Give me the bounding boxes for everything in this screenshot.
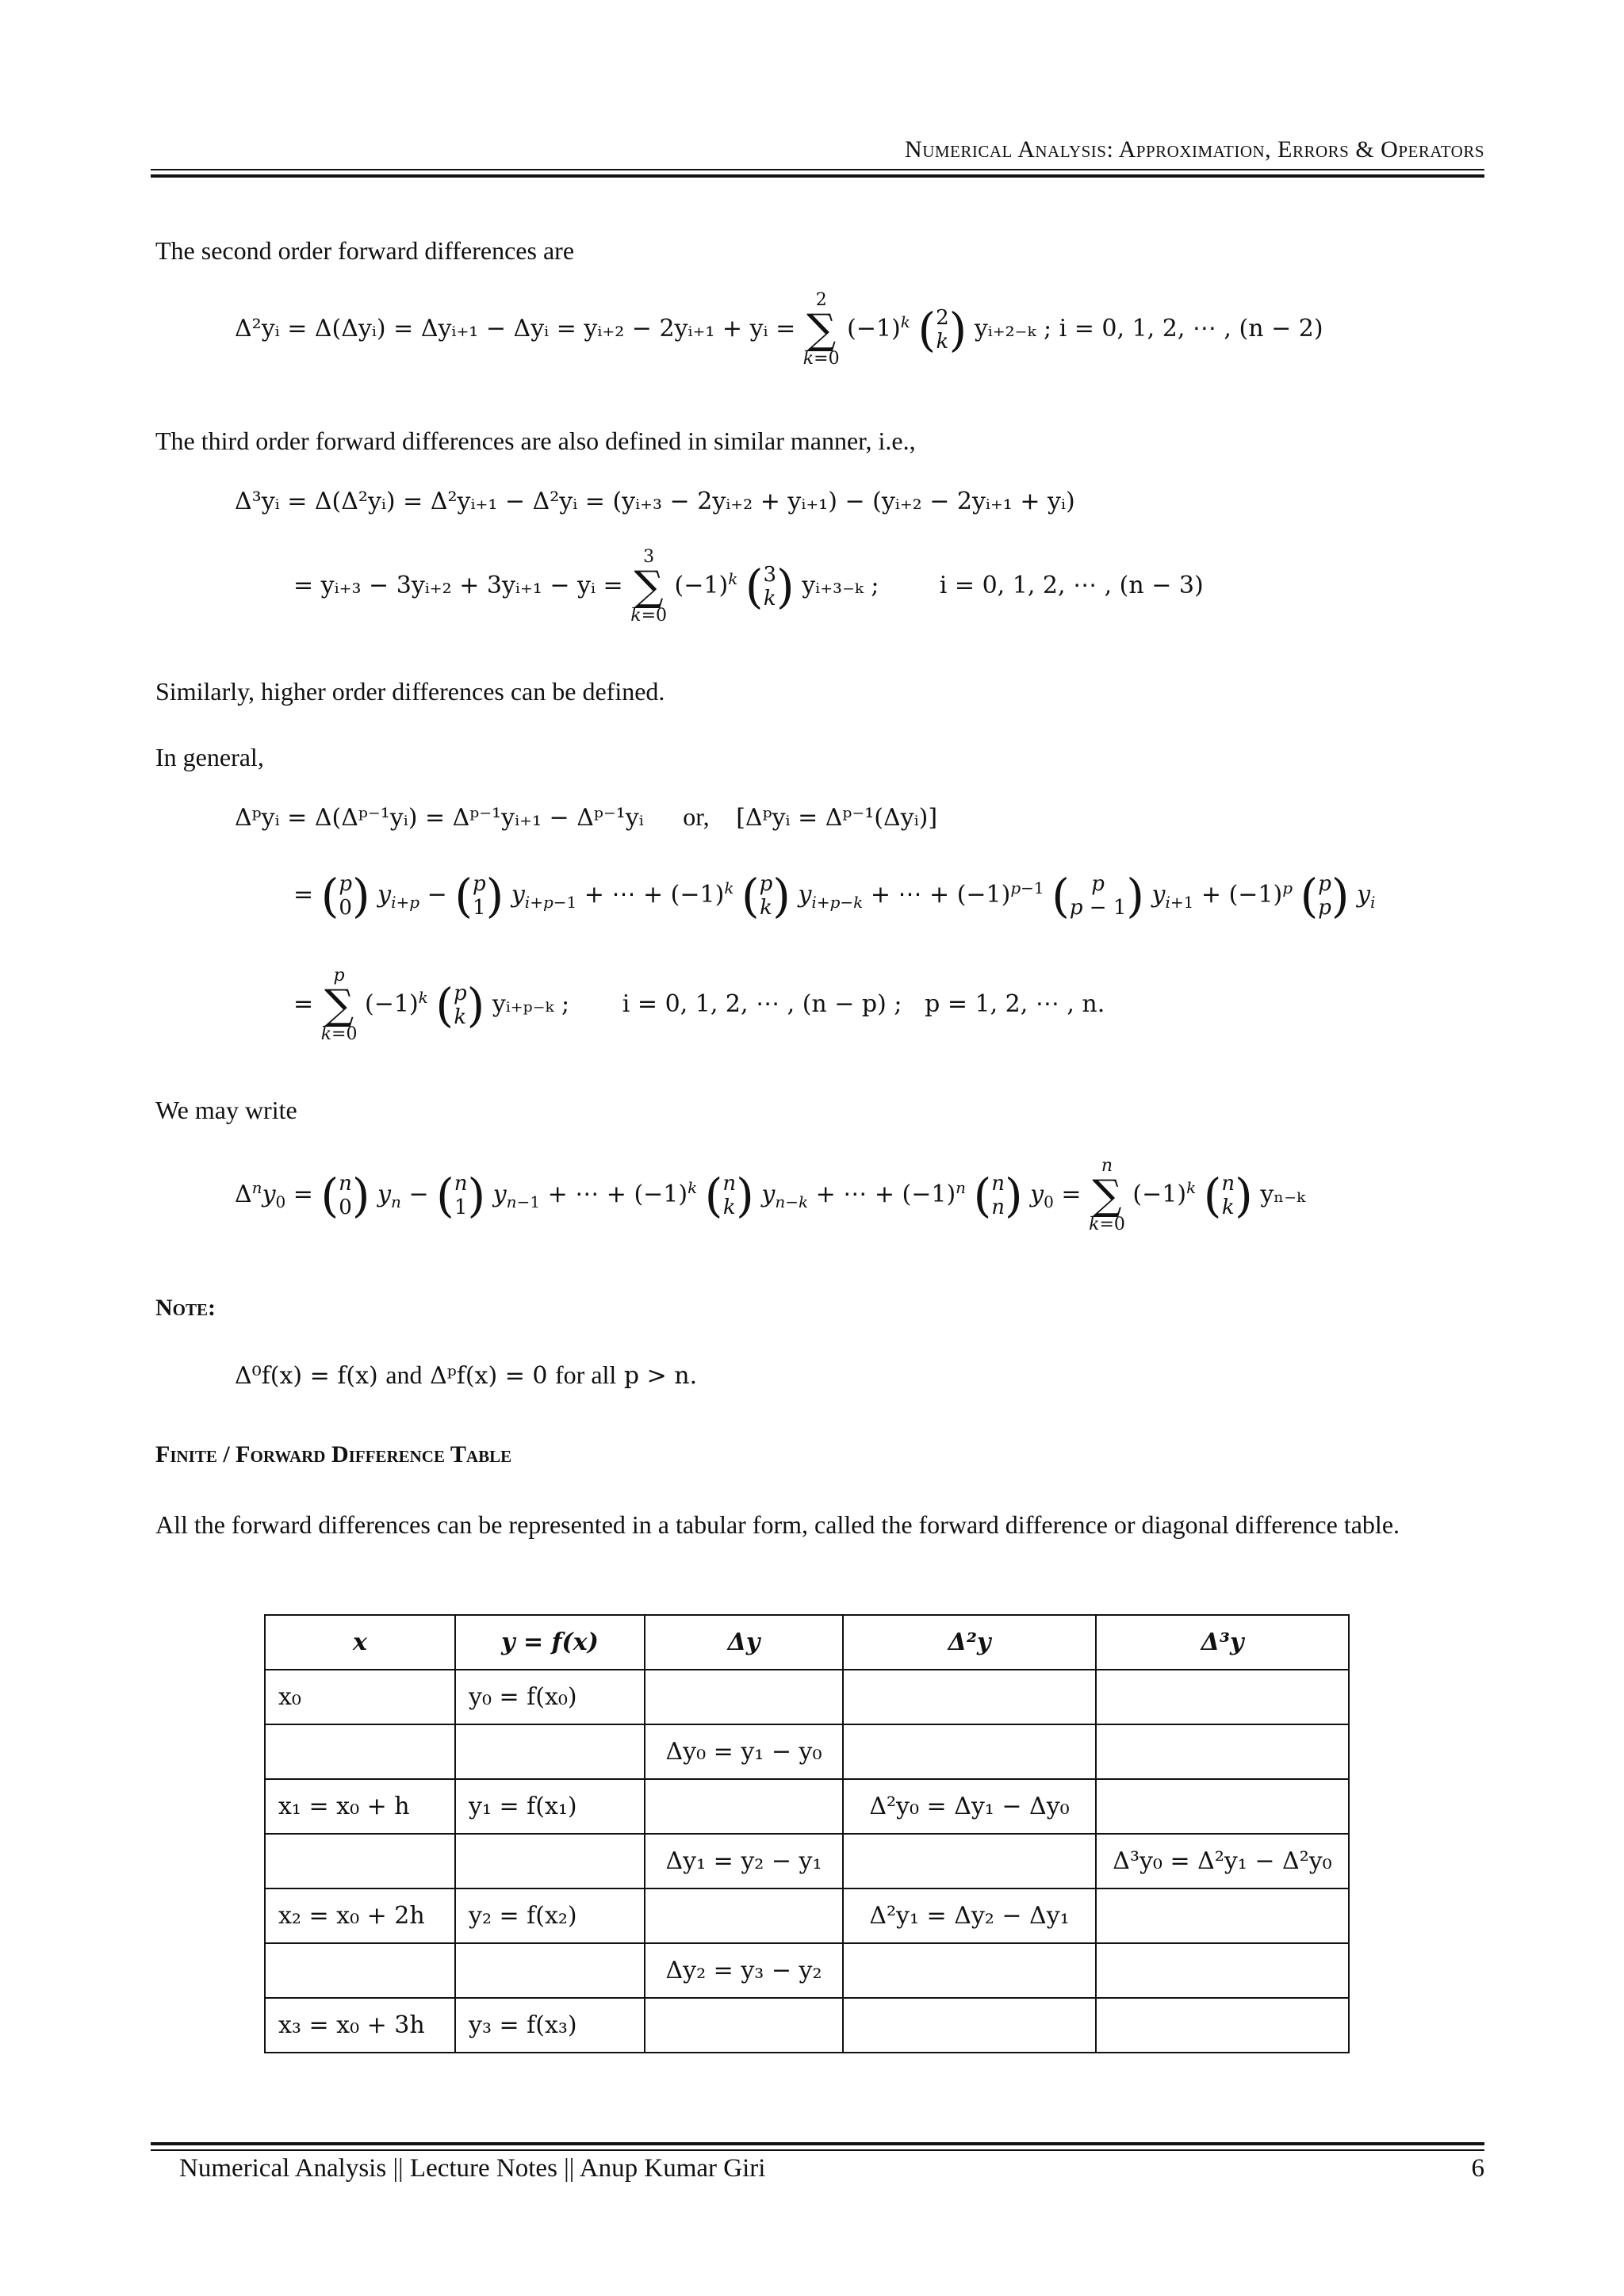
note-eq-b: Δᵖf(x) = 0 bbox=[430, 1362, 548, 1390]
table-cell bbox=[843, 1834, 1096, 1888]
col-header-d3y: Δ³y bbox=[1096, 1615, 1349, 1670]
table-cell bbox=[265, 1724, 455, 1779]
eq-general-line2: = (p 0) $y_{i+p} - (p$ 1) $y_{i+p-1}$ + ⋯ + $(-1)^k$ (p k) $y_{i+p-k}$ + ⋯ + $(-1)^{p-1}$ ( p p − 1) $y_{i+1} + (-1)^p$ (p p) $y_i$ bbox=[293, 869, 1376, 923]
note-for-all: for all bbox=[555, 1360, 617, 1389]
table-cell: Δ²y₁ = Δy₂ − Δy₁ bbox=[843, 1888, 1096, 1943]
table-cell bbox=[265, 1834, 455, 1888]
eq-general-or: or, bbox=[683, 802, 710, 831]
header-rule-thick bbox=[151, 174, 1484, 178]
sum-symbol: p ∑ k=0 bbox=[320, 966, 358, 1044]
table-cell: x₃ = x₀ + 3h bbox=[265, 1998, 455, 2053]
col-header-dy: Δy bbox=[645, 1615, 843, 1670]
table-cell bbox=[843, 1943, 1096, 1998]
table-row bbox=[265, 1943, 1349, 1998]
para-we-may-write: We may write bbox=[155, 1096, 297, 1124]
eq-general-line3-rhs: yᵢ₊ₚ₋ₖ ; i = 0, 1, 2, ⋯ , (n − p) ; p = 1, 2, ⋯ , n. bbox=[492, 990, 1105, 1018]
table-cell bbox=[1096, 1724, 1349, 1779]
sum-symbol: 3 ∑ k=0 bbox=[630, 547, 667, 626]
sum-symbol: n ∑ k=0 bbox=[1089, 1156, 1125, 1234]
table-row bbox=[265, 1670, 1349, 1724]
table-row bbox=[265, 1779, 1349, 1834]
table-cell bbox=[1096, 1998, 1349, 2053]
table-cell: x₂ = x₀ + 2h bbox=[265, 1888, 455, 1943]
table-cell bbox=[455, 1724, 645, 1779]
note-and: and bbox=[385, 1360, 423, 1389]
eq-second-order-rhs: yᵢ₊₂₋ₖ ; i = 0, 1, 2, ⋯ , (n − 2) bbox=[974, 315, 1323, 342]
para-second-order: The second order forward differences are bbox=[155, 236, 575, 265]
note-eq-a: Δ⁰f(x) = f(x) bbox=[235, 1362, 378, 1390]
table-cell: Δ³y₀ = Δ²y₁ − Δ²y₀ bbox=[1096, 1834, 1349, 1888]
header-rule-thin bbox=[151, 169, 1484, 170]
eq-third-order-line2: = yᵢ₊₃ − 3yᵢ₊₂ + 3yᵢ₊₁ − yᵢ = 3 ∑ k=0 $(-1)^k$ (3 k) yᵢ₊₃₋ₖ ; i = 0, 1, 2, ⋯ , (n − 3) bbox=[293, 547, 1204, 626]
table-cell bbox=[843, 1998, 1096, 2053]
table-cell bbox=[1096, 1943, 1349, 1998]
table-cell: y₀ = f(x₀) bbox=[455, 1670, 645, 1724]
table-row bbox=[265, 1888, 1349, 1943]
table-cell: y₃ = f(x₃) bbox=[455, 1998, 645, 2053]
table-cell bbox=[1096, 1888, 1349, 1943]
col-header-x: x bbox=[265, 1615, 455, 1670]
table-cell bbox=[645, 1888, 843, 1943]
col-header-y: y = f(x) bbox=[455, 1615, 645, 1670]
table-header-row bbox=[265, 1615, 1349, 1670]
page-number: 6 bbox=[1471, 2154, 1484, 2183]
table-cell: y₁ = f(x₁) bbox=[455, 1779, 645, 1834]
table-row bbox=[265, 1724, 1349, 1779]
note-equation bbox=[235, 1360, 697, 1390]
eq-third-order-line1: Δ³yᵢ = Δ(Δ²yᵢ) = Δ²yᵢ₊₁ − Δ²yᵢ = (yᵢ₊₃ − 2yᵢ₊₂ + yᵢ₊₁) − (yᵢ₊₂ − 2yᵢ₊₁ + yᵢ) bbox=[235, 488, 1075, 515]
table-cell bbox=[645, 1670, 843, 1724]
eq-second-order-lhs: Δ²yᵢ = Δ(Δyᵢ) = Δyᵢ₊₁ − Δyᵢ = yᵢ₊₂ − 2yᵢ₊₁ + yᵢ = bbox=[235, 315, 796, 342]
eq-nth-difference: $\Delta^ny_0 = (n$ 0) $y_n - (n$ 1) $y_{n-1}$ + ⋯ + $(-1)^k$ (n k) $y_{n-k}$ + ⋯ + $(-1)^n$ (n n) $y_0 = n$ ∑ k=0 $(-1)^k$ (n k) yₙ₋ₖ bbox=[235, 1156, 1306, 1234]
eq-second-order: Δ²yᵢ = Δ(Δyᵢ) = Δyᵢ₊₁ − Δyᵢ = yᵢ₊₂ − 2yᵢ₊₁ + yᵢ = 2 ∑ k=0 $(-1)^k$ (2 k) yᵢ₊₂₋ₖ ; i = 0, 1, 2, ⋯ , (n − 2) bbox=[235, 290, 1323, 369]
footer-rule-thin bbox=[151, 2149, 1484, 2151]
forward-difference-table bbox=[264, 1614, 1350, 2053]
eq-third-order-line2-rhs: yᵢ₊₃₋ₖ ; i = 0, 1, 2, ⋯ , (n − 3) bbox=[802, 572, 1204, 599]
para-in-general: In general, bbox=[155, 743, 264, 771]
para-third-order: The third order forward differences are also defined in similar manner, i.e., bbox=[155, 427, 916, 455]
binomial: (2 k) bbox=[917, 303, 967, 357]
table-cell bbox=[265, 1943, 455, 1998]
table-cell bbox=[455, 1834, 645, 1888]
eq-general-line1 bbox=[235, 802, 937, 832]
table-cell bbox=[645, 1998, 843, 2053]
table-row bbox=[265, 1998, 1349, 2053]
eq-general-line1-lhs: Δᵖyᵢ = Δ(Δᵖ⁻¹yᵢ) = Δᵖ⁻¹yᵢ₊₁ − Δᵖ⁻¹yᵢ bbox=[235, 804, 644, 832]
col-header-d2y: Δ²y bbox=[843, 1615, 1096, 1670]
table-cell: x₀ bbox=[265, 1670, 455, 1724]
footer-rule-thick bbox=[151, 2142, 1484, 2145]
binomial: (3 k) bbox=[745, 560, 795, 614]
table-cell: Δy₂ = y₃ − y₂ bbox=[645, 1943, 843, 1998]
eq-nth-difference-tail: yₙ₋ₖ bbox=[1260, 1181, 1306, 1208]
note-eq-c: p > n. bbox=[623, 1362, 698, 1390]
running-header-text: Numerical Analysis: Approximation, Errors & Operators bbox=[905, 136, 1484, 163]
running-header bbox=[905, 136, 1484, 163]
table-cell: Δy₁ = y₂ − y₁ bbox=[645, 1834, 843, 1888]
table-cell bbox=[843, 1670, 1096, 1724]
table-cell: x₁ = x₀ + h bbox=[265, 1779, 455, 1834]
para-table-intro: All the forward differences can be represented in a tabular form, called the forward difference or diagonal difference table. bbox=[155, 1510, 1400, 1539]
footer-text: Numerical Analysis || Lecture Notes || Anup Kumar Giri bbox=[179, 2154, 766, 2183]
table-cell bbox=[455, 1943, 645, 1998]
eq-general-line3: = p ∑ k=0 $(-1)^k$ (p k) yᵢ₊ₚ₋ₖ ; i = 0, 1, 2, ⋯ , (n − p) ; p = 1, 2, ⋯ , n. bbox=[293, 966, 1105, 1044]
eq-third-order-line2-lhs: = yᵢ₊₃ − 3yᵢ₊₂ + 3yᵢ₊₁ − yᵢ = bbox=[293, 572, 623, 599]
table-cell: Δy₀ = y₁ − y₀ bbox=[645, 1724, 843, 1779]
note-heading: Note: bbox=[155, 1295, 216, 1321]
table-cell: y₂ = f(x₂) bbox=[455, 1888, 645, 1943]
table-cell: Δ²y₀ = Δy₁ − Δy₀ bbox=[843, 1779, 1096, 1834]
table-cell bbox=[645, 1779, 843, 1834]
section-heading: Finite / Forward Difference Table bbox=[155, 1441, 512, 1468]
table-cell bbox=[1096, 1670, 1349, 1724]
sum-symbol: 2 ∑ k=0 bbox=[802, 290, 840, 369]
table-cell bbox=[843, 1724, 1096, 1779]
eq-general-line1-rhs: [Δᵖyᵢ = Δᵖ⁻¹(Δyᵢ)] bbox=[736, 804, 938, 832]
table-cell bbox=[1096, 1779, 1349, 1834]
para-similarly: Similarly, higher order differences can be defined. bbox=[155, 677, 665, 706]
table-row bbox=[265, 1834, 1349, 1888]
